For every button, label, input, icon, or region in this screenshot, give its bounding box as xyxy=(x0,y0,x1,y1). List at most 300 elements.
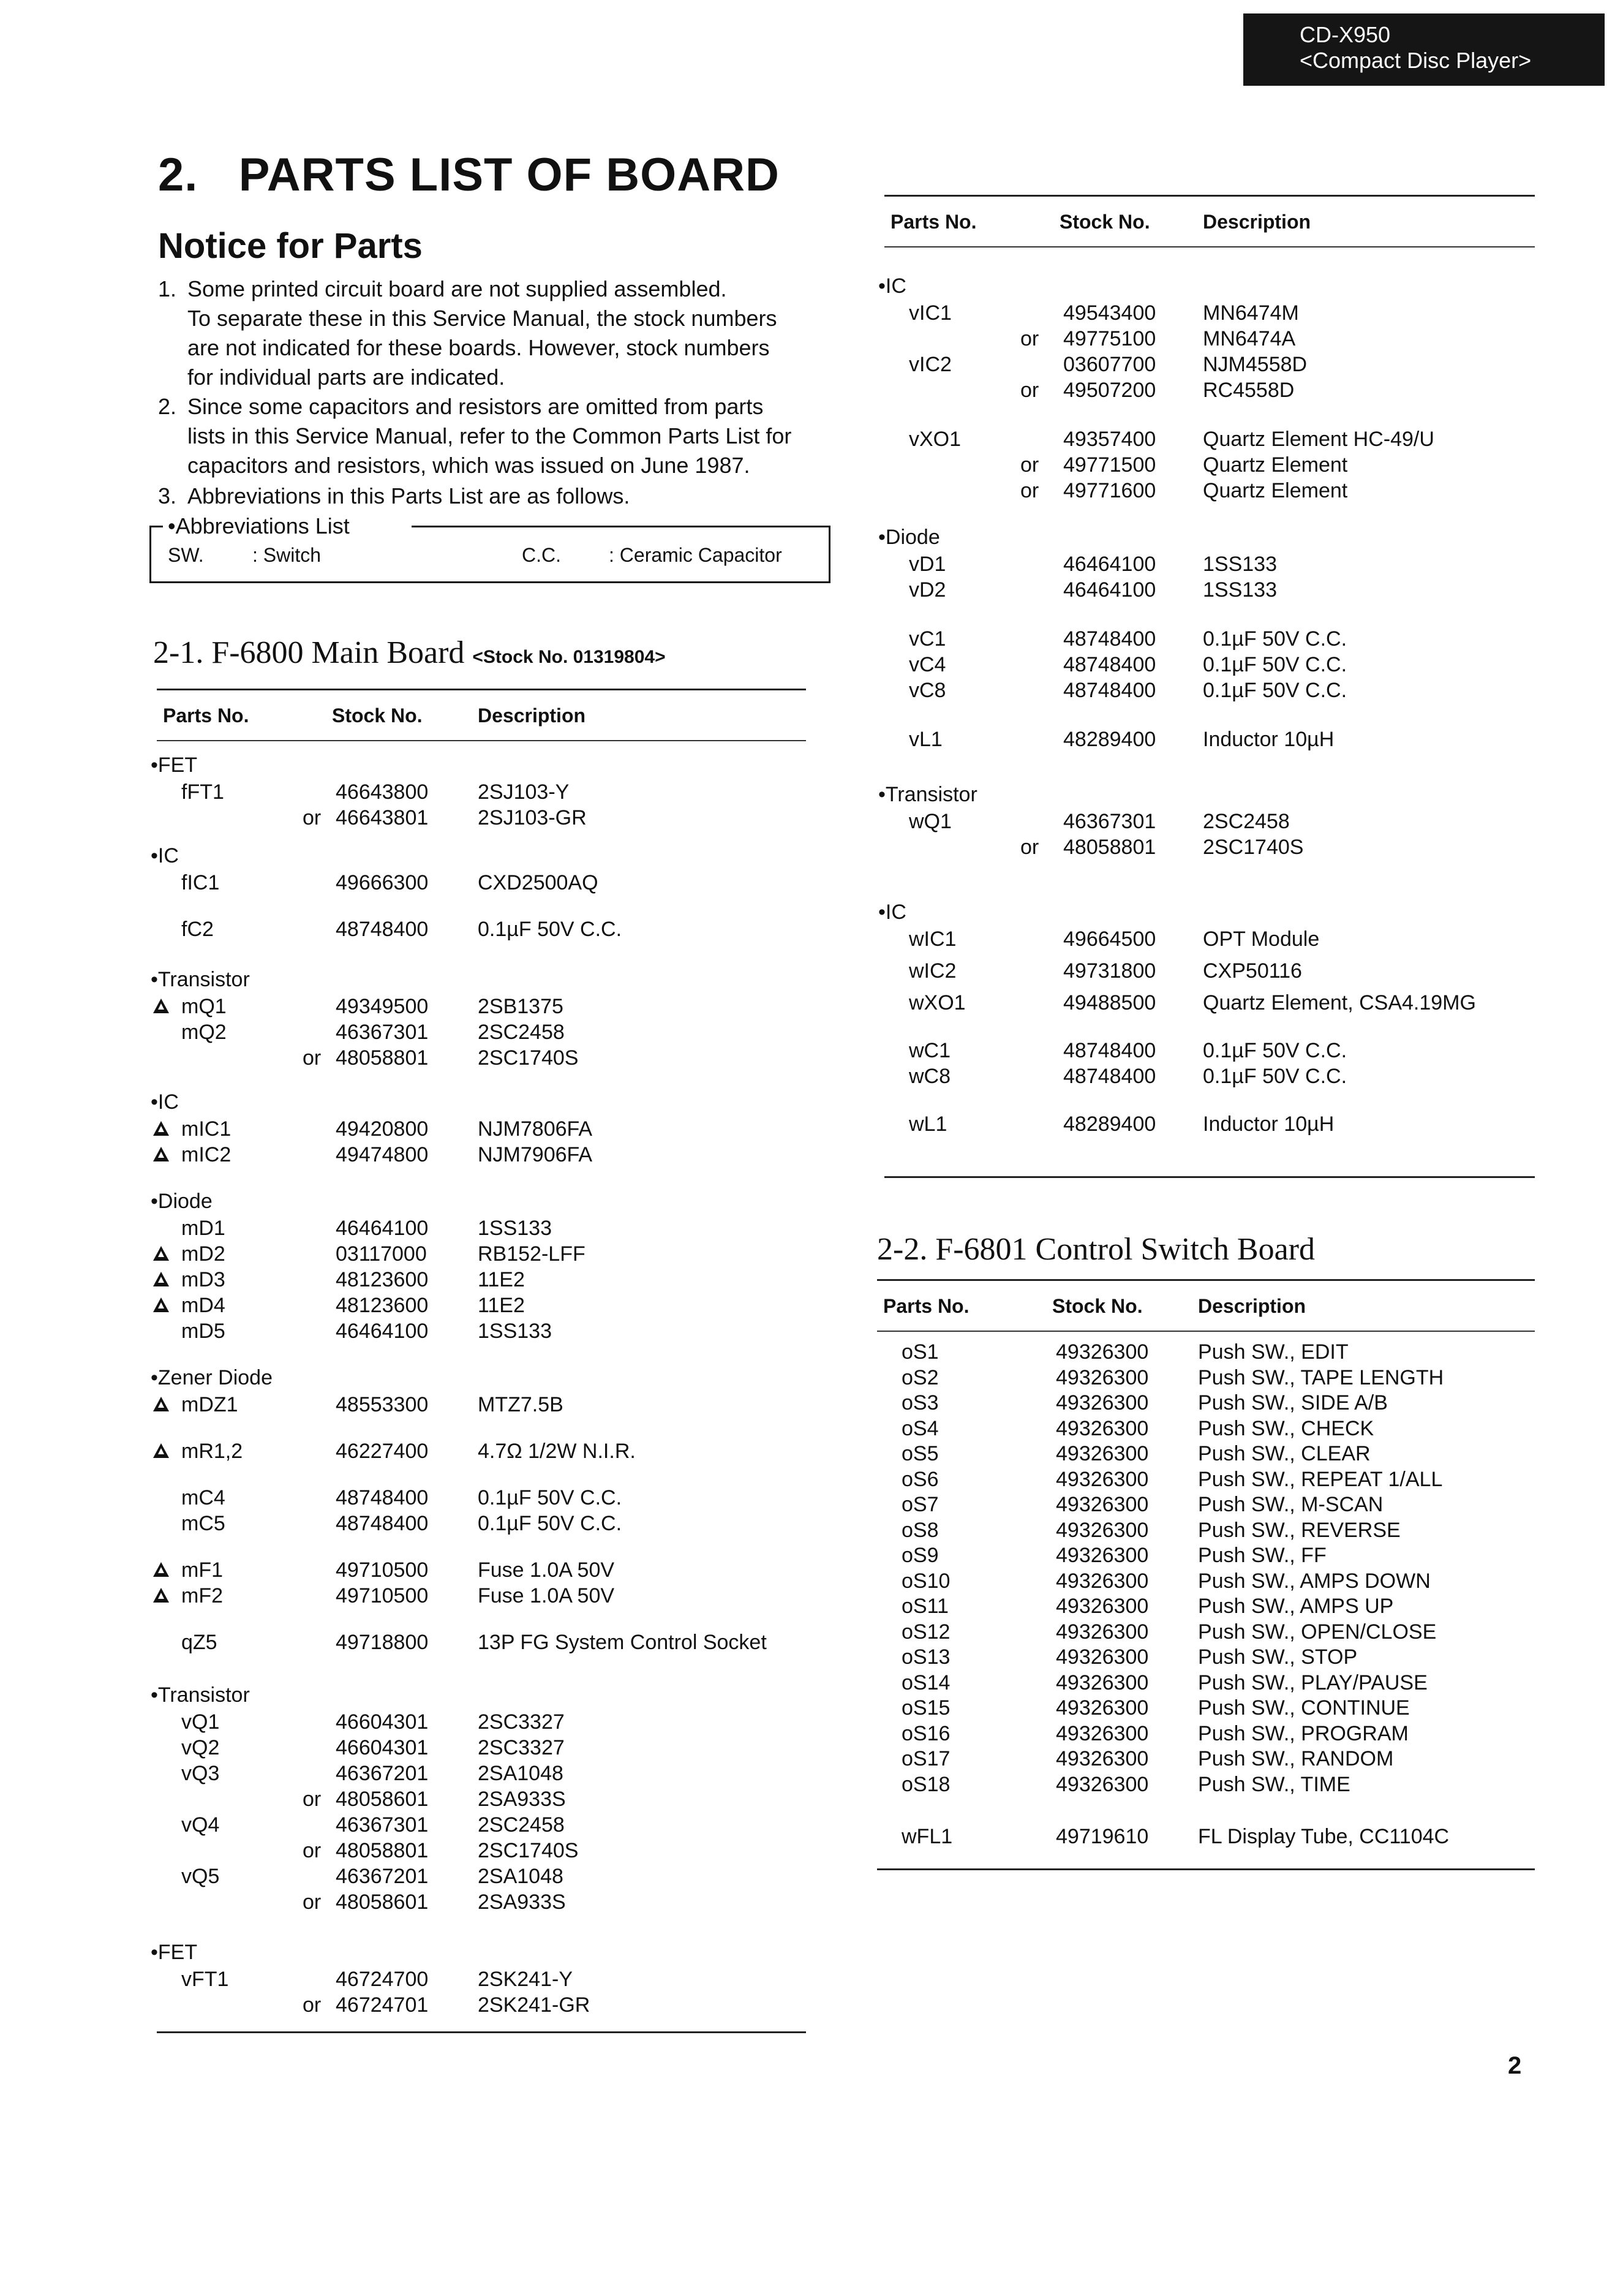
warning-triangle-icon xyxy=(153,1272,169,1286)
description: Push SW., AMPS DOWN xyxy=(1198,1569,1431,1593)
stock-number: 49326300 xyxy=(1056,1518,1149,1542)
parts-row xyxy=(157,779,769,805)
part-number-text: oS18 xyxy=(902,1772,951,1796)
description: Push SW., PROGRAM xyxy=(1198,1721,1409,1745)
part-number xyxy=(902,1695,950,1721)
description: Push SW., CHECK xyxy=(1198,1416,1374,1440)
stock-number: 48123600 xyxy=(336,1268,429,1291)
part-number-text: oS12 xyxy=(902,1620,951,1644)
description: CXD2500AQ xyxy=(478,871,598,894)
stock-number: 49710500 xyxy=(336,1584,429,1607)
group-label: •Transistor xyxy=(878,783,977,806)
description: Push SW., FF xyxy=(1198,1544,1327,1567)
part-number xyxy=(181,1438,243,1464)
description: Push SW., M-SCAN xyxy=(1198,1493,1384,1516)
description: Quartz Element xyxy=(1203,453,1348,477)
stock-number: 49326300 xyxy=(1056,1671,1149,1694)
stock-number: 46464100 xyxy=(1063,553,1156,576)
stock-number: 46604301 xyxy=(336,1736,429,1759)
description: RB152-LFF xyxy=(478,1242,586,1266)
stock-number: 49326300 xyxy=(1056,1620,1149,1644)
stock-number: 49326300 xyxy=(1056,1365,1149,1389)
description: Push SW., OPEN/CLOSE xyxy=(1198,1620,1437,1644)
board1-header-rule-bottom xyxy=(157,740,806,741)
warning-triangle-icon xyxy=(153,999,169,1013)
stock-number: 46643800 xyxy=(336,780,429,804)
notice-line: Since some capacitors and resistors are omitted from parts xyxy=(187,394,764,419)
description: OPT Module xyxy=(1203,927,1320,951)
description: 2SC3327 xyxy=(478,1736,565,1759)
stock-number: 46367301 xyxy=(336,1813,429,1837)
parts-row xyxy=(157,1293,769,1318)
part-number xyxy=(909,727,943,752)
part-number-text: oS14 xyxy=(902,1671,951,1694)
part-number-text: mDZ1 xyxy=(181,1393,238,1416)
parts-row xyxy=(884,678,1497,703)
notice-line: Abbreviations in this Parts List are as follows. xyxy=(187,483,630,508)
board2-header-rule-bottom xyxy=(877,1331,1535,1332)
abbr-value-sw: : Switch xyxy=(252,544,322,566)
parts-row xyxy=(877,1441,1489,1467)
stock-number: 46643801 xyxy=(336,806,429,829)
part-number-text: mD4 xyxy=(181,1294,225,1317)
part-number-text: mR1,2 xyxy=(181,1440,243,1463)
description: Inductor 10µH xyxy=(1203,728,1335,751)
stock-number: 48748400 xyxy=(336,918,429,941)
description: FL Display Tube, CC1104C xyxy=(1198,1825,1450,1848)
description: 2SK241-Y xyxy=(478,1968,573,1991)
part-number xyxy=(902,1441,939,1467)
stock-number: 48058601 xyxy=(336,1788,429,1811)
notice-item-number: 1. xyxy=(158,276,177,301)
parts-row xyxy=(884,809,1497,834)
description: Quartz Element, CSA4.19MG xyxy=(1203,991,1476,1014)
abbr-key-sw: SW. xyxy=(168,544,204,566)
board1-stock-note: <Stock No. 01319804> xyxy=(472,647,666,667)
part-number xyxy=(181,1019,227,1045)
stock-number: 46464100 xyxy=(336,1217,429,1240)
warning-triangle-icon xyxy=(153,1588,169,1603)
part-number xyxy=(902,1644,950,1670)
part-number-text: oS5 xyxy=(902,1442,939,1465)
part-number-text: oS8 xyxy=(902,1518,939,1542)
parts-row xyxy=(157,1045,769,1071)
part-number xyxy=(181,1485,225,1511)
description: 2SC2458 xyxy=(478,1813,565,1837)
or-label: or xyxy=(303,1788,322,1811)
group-label: •Diode xyxy=(151,1190,213,1213)
description: 1SS133 xyxy=(1203,553,1277,576)
stock-number: 48748400 xyxy=(1063,627,1156,651)
parts-row xyxy=(884,352,1497,377)
part-number xyxy=(902,1390,939,1416)
part-number-text: fFT1 xyxy=(181,780,224,804)
part-number-text: wFL1 xyxy=(902,1825,953,1848)
notice-line: are not indicated for these boards. However, stock numbers xyxy=(187,335,770,360)
parts-row xyxy=(884,727,1497,752)
board1-col-parts: Parts No. xyxy=(163,704,249,727)
parts-row xyxy=(157,1709,769,1735)
part-number xyxy=(181,779,224,805)
part-number xyxy=(181,1557,223,1583)
part-number-text: vL1 xyxy=(909,728,943,751)
stock-number: 49349500 xyxy=(336,995,429,1018)
part-number-text: wC8 xyxy=(909,1065,951,1088)
or-label: or xyxy=(303,1046,322,1070)
parts-row xyxy=(877,1492,1489,1517)
part-number xyxy=(902,1467,939,1492)
description: 2SA933S xyxy=(478,1890,566,1914)
abbr-key-cc: C.C. xyxy=(522,544,561,566)
description: 2SJ103-Y xyxy=(478,780,570,804)
description: MN6474M xyxy=(1203,301,1299,325)
parts-row xyxy=(877,1390,1489,1416)
parts-row xyxy=(884,1111,1497,1137)
stock-number: 49719610 xyxy=(1056,1825,1149,1848)
part-number xyxy=(181,1761,219,1786)
stock-number: 46367301 xyxy=(1063,810,1156,833)
stock-number: 03607700 xyxy=(1063,353,1156,376)
part-number-text: mD2 xyxy=(181,1242,225,1266)
stock-number: 49420800 xyxy=(336,1117,429,1141)
part-number xyxy=(181,1511,225,1536)
parts-row xyxy=(157,1267,769,1293)
parts-row xyxy=(884,990,1497,1016)
stock-number: 49326300 xyxy=(1056,1467,1149,1491)
part-number-text: oS10 xyxy=(902,1569,951,1593)
stock-number: 48058801 xyxy=(336,1046,429,1070)
parts-row xyxy=(157,1735,769,1761)
part-number-text: oS7 xyxy=(902,1493,939,1516)
stock-number: 48553300 xyxy=(336,1393,429,1416)
warning-triangle-icon xyxy=(153,1246,169,1261)
notice-item-number: 3. xyxy=(158,483,177,508)
parts-row xyxy=(157,1966,769,1992)
parts-row xyxy=(877,1721,1489,1747)
part-number-text: mD1 xyxy=(181,1217,225,1240)
parts-row xyxy=(157,1761,769,1786)
board2-col-stock: Stock No. xyxy=(1052,1295,1143,1317)
warning-triangle-icon xyxy=(153,1562,169,1577)
stock-number: 48748400 xyxy=(1063,653,1156,676)
stock-number: 46227400 xyxy=(336,1440,429,1463)
parts-row xyxy=(884,426,1497,452)
description: CXP50116 xyxy=(1203,959,1302,983)
description: Fuse 1.0A 50V xyxy=(478,1584,615,1607)
stock-number: 48058601 xyxy=(336,1890,429,1914)
part-number xyxy=(909,1111,947,1137)
parts-row xyxy=(157,1992,769,2018)
part-number xyxy=(181,916,214,942)
stock-number: 46367201 xyxy=(336,1865,429,1888)
parts-row xyxy=(157,1812,769,1838)
description: Push SW., STOP xyxy=(1198,1645,1358,1669)
description: 0.1µF 50V C.C. xyxy=(1203,1039,1347,1062)
part-number xyxy=(902,1824,952,1849)
part-number-text: wQ1 xyxy=(909,810,952,833)
part-number-text: vQ1 xyxy=(181,1710,220,1734)
stock-number: 46464100 xyxy=(1063,578,1156,602)
part-number xyxy=(909,626,946,652)
group-label: •Transistor xyxy=(151,968,250,991)
parts-row xyxy=(884,926,1497,952)
part-number-text: fIC1 xyxy=(181,871,220,894)
part-number-text: oS1 xyxy=(902,1340,939,1364)
warning-triangle-icon xyxy=(153,1297,169,1312)
part-number-text: wC1 xyxy=(909,1039,951,1062)
notice-item-number: 2. xyxy=(158,394,177,419)
group-label: •Transistor xyxy=(151,1683,250,1707)
description: RC4558D xyxy=(1203,379,1295,402)
parts-row xyxy=(877,1619,1489,1645)
stock-number: 46724700 xyxy=(336,1968,429,1991)
part-number-text: fC2 xyxy=(181,918,214,941)
parts-row xyxy=(877,1467,1489,1492)
stock-number: 48748400 xyxy=(1063,679,1156,702)
description: 2SJ103-GR xyxy=(478,806,587,829)
part-number xyxy=(909,352,952,377)
notice-title: Notice for Parts xyxy=(158,226,423,266)
parts-row xyxy=(884,834,1497,860)
part-number xyxy=(902,1593,949,1619)
part-number xyxy=(909,926,956,952)
group-label: •IC xyxy=(878,274,906,298)
part-number-text: vIC1 xyxy=(909,301,952,325)
parts-row xyxy=(157,1438,769,1464)
parts-row xyxy=(157,1241,769,1267)
group-label: •FET xyxy=(151,753,198,777)
stock-number: 49357400 xyxy=(1063,428,1156,451)
description: 2SC1740S xyxy=(478,1839,579,1862)
description: 2SA1048 xyxy=(478,1762,563,1785)
part-number xyxy=(181,1629,217,1655)
parts-row xyxy=(157,994,769,1019)
description: 2SC1740S xyxy=(478,1046,579,1070)
part-number xyxy=(909,809,952,834)
stock-number: 49326300 xyxy=(1056,1544,1149,1567)
part-number xyxy=(181,994,227,1019)
description: Push SW., SIDE A/B xyxy=(1198,1391,1388,1414)
board1-header-rule-top xyxy=(157,689,806,690)
part-number xyxy=(909,300,952,326)
part-number xyxy=(181,1392,238,1418)
stock-number: 49488500 xyxy=(1063,991,1156,1014)
parts-row xyxy=(877,1772,1489,1797)
parts-row xyxy=(157,1485,769,1511)
parts-row xyxy=(877,1517,1489,1543)
stock-number: 49326300 xyxy=(1056,1645,1149,1669)
stock-number: 49326300 xyxy=(1056,1416,1149,1440)
parts-row xyxy=(884,452,1497,478)
description: 2SC2458 xyxy=(1203,810,1290,833)
part-number-text: oS15 xyxy=(902,1696,951,1720)
stock-number: 49474800 xyxy=(336,1143,429,1166)
parts-row xyxy=(157,1864,769,1889)
part-number xyxy=(909,551,946,577)
part-number-text: vC8 xyxy=(909,679,946,702)
stock-number: 48748400 xyxy=(1063,1039,1156,1062)
description: 2SK241-GR xyxy=(478,1993,590,2017)
or-label: or xyxy=(303,1993,322,2017)
parts-row xyxy=(157,1511,769,1536)
stock-number: 49326300 xyxy=(1056,1340,1149,1364)
description: 0.1µF 50V C.C. xyxy=(1203,679,1347,702)
description: NJM4558D xyxy=(1203,353,1308,376)
warning-triangle-icon xyxy=(153,1397,169,1411)
board2-title: 2-2. F-6801 Control Switch Board xyxy=(877,1232,1315,1267)
part-number-text: vC4 xyxy=(909,653,946,676)
parts-row xyxy=(877,1568,1489,1594)
warning-triangle-icon xyxy=(153,1443,169,1458)
stock-number: 48748400 xyxy=(336,1512,429,1535)
abbr-value-cc: : Ceramic Capacitor xyxy=(609,544,782,566)
parts-row xyxy=(877,1670,1489,1696)
description: Inductor 10µH xyxy=(1203,1112,1335,1136)
stock-number: 49666300 xyxy=(336,871,429,894)
parts-row xyxy=(157,805,769,831)
parts-row xyxy=(877,1543,1489,1568)
description: NJM7906FA xyxy=(478,1143,593,1166)
parts-row xyxy=(877,1365,1489,1391)
part-number-text: wIC2 xyxy=(909,959,957,983)
parts-row xyxy=(884,652,1497,678)
board1-cont-header-rule-bottom xyxy=(884,246,1535,247)
part-number xyxy=(181,1812,219,1838)
description: 2SA933S xyxy=(478,1788,566,1811)
part-number xyxy=(902,1772,950,1797)
notice-line: for individual parts are indicated. xyxy=(187,364,505,390)
part-number xyxy=(181,1735,219,1761)
stock-number: 46367301 xyxy=(336,1021,429,1044)
parts-row xyxy=(884,326,1497,352)
group-label: •IC xyxy=(878,901,906,924)
board1-col-desc: Description xyxy=(478,704,586,727)
stock-number: 49326300 xyxy=(1056,1696,1149,1720)
parts-row xyxy=(877,1746,1489,1772)
description: 2SA1048 xyxy=(478,1865,563,1888)
stock-number: 49771500 xyxy=(1063,453,1156,477)
stock-number: 49326300 xyxy=(1056,1442,1149,1465)
description: Push SW., CLEAR xyxy=(1198,1442,1371,1465)
parts-row xyxy=(157,1116,769,1142)
stock-number: 49326300 xyxy=(1056,1747,1149,1770)
part-number xyxy=(909,426,961,452)
description: 1SS133 xyxy=(1203,578,1277,602)
model-name: CD-X950 xyxy=(1300,22,1391,47)
board1-cont-bottom-rule xyxy=(884,1176,1535,1178)
or-label: or xyxy=(1020,379,1039,402)
part-number-text: wL1 xyxy=(909,1112,947,1136)
part-number-text: vQ4 xyxy=(181,1813,220,1837)
part-number-text: oS3 xyxy=(902,1391,939,1414)
part-number xyxy=(902,1339,939,1365)
notice-line: lists in this Service Manual, refer to the Common Parts List for xyxy=(187,423,792,448)
part-number-text: oS4 xyxy=(902,1416,939,1440)
board1-cont-col-stock: Stock No. xyxy=(1060,211,1150,233)
part-number xyxy=(181,1215,225,1241)
or-label: or xyxy=(303,806,322,829)
part-number-text: vQ5 xyxy=(181,1865,220,1888)
stock-number: 49326300 xyxy=(1056,1772,1149,1796)
parts-row xyxy=(884,958,1497,984)
parts-row xyxy=(157,1557,769,1583)
description: 2SC3327 xyxy=(478,1710,565,1734)
board1-cont-col-parts: Parts No. xyxy=(891,211,977,233)
part-number xyxy=(902,1416,939,1441)
part-number-text: wXO1 xyxy=(909,991,966,1014)
group-label: •FET xyxy=(151,1941,198,1964)
part-number xyxy=(902,1721,950,1747)
part-number xyxy=(902,1492,939,1517)
abbreviations-title: •Abbreviations List xyxy=(168,513,350,538)
stock-number: 49775100 xyxy=(1063,327,1156,350)
part-number-text: oS16 xyxy=(902,1721,951,1745)
parts-row xyxy=(884,1038,1497,1063)
part-number-text: mD5 xyxy=(181,1320,225,1343)
stock-number: 46367201 xyxy=(336,1762,429,1785)
stock-number: 48748400 xyxy=(336,1486,429,1509)
part-number-text: vFT1 xyxy=(181,1968,229,1991)
group-label: •Zener Diode xyxy=(151,1366,273,1389)
or-label: or xyxy=(1020,327,1039,350)
stock-number: 49710500 xyxy=(336,1558,429,1582)
description: Fuse 1.0A 50V xyxy=(478,1558,615,1582)
notice-line: To separate these in this Service Manual, the stock numbers xyxy=(187,306,777,331)
stock-number: 46724701 xyxy=(336,1993,429,2017)
or-label: or xyxy=(303,1839,322,1862)
part-number-text: oS17 xyxy=(902,1747,951,1770)
parts-row xyxy=(877,1416,1489,1441)
part-number xyxy=(909,990,966,1016)
board1-col-stock: Stock No. xyxy=(332,704,423,727)
description: MN6474A xyxy=(1203,327,1296,350)
header-box xyxy=(1243,13,1605,86)
part-number-text: vXO1 xyxy=(909,428,962,451)
group-label: •IC xyxy=(151,844,179,867)
parts-row xyxy=(877,1695,1489,1721)
part-number xyxy=(902,1619,950,1645)
description: 13P FG System Control Socket xyxy=(478,1631,767,1654)
description: Push SW., RANDOM xyxy=(1198,1747,1394,1770)
part-number-text: oS13 xyxy=(902,1645,951,1669)
part-number-text: oS11 xyxy=(902,1595,949,1618)
description: 0.1µF 50V C.C. xyxy=(478,918,622,941)
part-number xyxy=(181,1241,225,1267)
description: 11E2 xyxy=(478,1294,525,1317)
description: Quartz Element HC-49/U xyxy=(1203,428,1434,451)
description: 1SS133 xyxy=(478,1320,552,1343)
part-number xyxy=(902,1517,939,1543)
or-label: or xyxy=(303,1890,322,1914)
stock-number: 48058801 xyxy=(1063,836,1156,859)
stock-number: 49664500 xyxy=(1063,927,1156,951)
part-number-text: oS2 xyxy=(902,1365,939,1389)
parts-row xyxy=(877,1644,1489,1670)
part-number xyxy=(181,1267,225,1293)
or-label: or xyxy=(1020,453,1039,477)
stock-number: 49543400 xyxy=(1063,301,1156,325)
part-number-text: vQ2 xyxy=(181,1736,220,1759)
part-number-text: wIC1 xyxy=(909,927,957,951)
part-number xyxy=(181,1966,228,1992)
parts-row xyxy=(157,1838,769,1864)
parts-row xyxy=(884,377,1497,403)
parts-row xyxy=(877,1339,1489,1365)
board1-title xyxy=(153,635,666,671)
parts-row xyxy=(884,577,1497,603)
part-number xyxy=(909,1038,951,1063)
part-number-text: mC4 xyxy=(181,1486,225,1509)
